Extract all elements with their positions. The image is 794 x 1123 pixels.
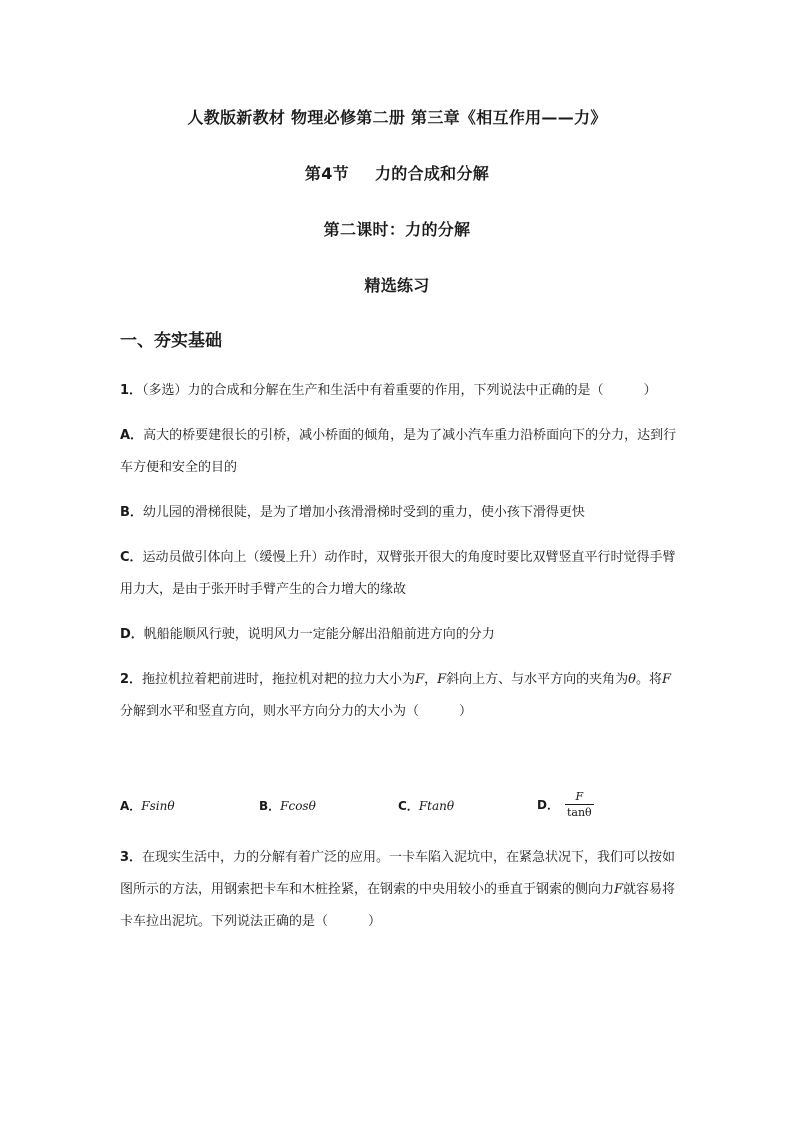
- question-number: 3．: [120, 850, 143, 865]
- question-number: 1．: [120, 383, 143, 398]
- section-title: [0, 164, 794, 184]
- question-1: [120, 375, 680, 407]
- lesson-title: 第二课时：力的分解: [323, 220, 471, 239]
- option-expression: Fcosθ: [280, 799, 316, 813]
- question-3: [120, 842, 680, 938]
- option-label: A．: [120, 428, 144, 443]
- comma: ，: [424, 672, 438, 687]
- option-text: 幼儿园的滑梯很陡，是为了增加小孩滑滑梯时受到的重力，使小孩下滑得更快: [142, 505, 585, 520]
- fraction-denominator: tanθ: [566, 806, 592, 819]
- question-stem-part: 分解到水平和竖直方向，则水平方向分力的大小为（: [120, 704, 420, 719]
- exercise-title: 精选练习: [364, 276, 430, 295]
- fraction: [565, 790, 594, 820]
- section-number: 第4节: [304, 164, 349, 183]
- option-text: 帆船能顺风行驶，说明风力一定能分解出沿船前进方向的分力: [143, 627, 495, 642]
- question-stem: （多选）力的合成和分解在生产和生活中有着重要的作用，下列说法中正确的是（: [142, 383, 604, 398]
- option-label: D．: [537, 798, 559, 812]
- fraction-numerator: F: [575, 790, 584, 803]
- section-name: 力的合成和分解: [374, 164, 490, 183]
- choice-b: [259, 796, 316, 816]
- option-label: A．: [120, 799, 142, 813]
- document-title: 人教版新教材 物理必修第二册 第三章《相互作用——力》: [187, 108, 607, 127]
- question-stem-part: 斜向上方、与水平方向的夹角为: [446, 672, 629, 687]
- option-text: 运动员做引体向上（缓慢上升）动作时，双臂张开很大的角度时要比双臂竖直平行时觉得手臂用力大，是由于张开时手臂产生的合力增大的缘故: [120, 550, 676, 597]
- q2-choices: [120, 790, 680, 830]
- variable-f: F: [662, 672, 672, 687]
- answer-paren-close: ）: [643, 383, 657, 398]
- option-label: C．: [398, 799, 419, 813]
- option-a: [120, 420, 680, 484]
- question-number: 2．: [120, 672, 143, 687]
- question-stem-part: 。将: [635, 672, 662, 687]
- option-text: 高大的桥要建很长的引桥，减小桥面的倾角，是为了减小汽车重力沿桥面向下的分力，达到行车方便和安全的目的: [120, 428, 677, 475]
- option-label: B．: [259, 799, 281, 813]
- variable-f: F: [437, 672, 447, 687]
- option-expression: Ftanθ: [418, 799, 455, 813]
- option-c: [120, 542, 680, 606]
- choice-c: [398, 796, 454, 816]
- option-d: [120, 619, 680, 651]
- question-2: [120, 664, 680, 728]
- option-expression: Fsinθ: [141, 799, 175, 813]
- option-b: [120, 497, 680, 529]
- variable-f: F: [415, 672, 425, 687]
- choice-a: [120, 796, 175, 816]
- answer-paren-close: ）: [368, 914, 382, 929]
- answer-paren-close: ）: [459, 704, 473, 719]
- question-stem-part: 就容易将卡车拉出泥坑。下列说法正确的是（: [120, 882, 676, 929]
- choice-d: [537, 790, 594, 820]
- option-label: C．: [120, 550, 143, 565]
- part-heading: 一、夯实基础: [120, 331, 222, 351]
- option-label: D．: [120, 627, 144, 642]
- option-label: B．: [120, 505, 143, 520]
- question-stem-part: 拖拉机拉着耙前进时，拖拉机对耙的拉力大小为: [142, 672, 416, 687]
- variable-f: F: [614, 882, 624, 897]
- variable-theta: θ: [628, 672, 636, 687]
- question-stem-part: 在现实生活中，力的分解有着广泛的应用。一卡车陷入泥坑中，在紧急状况下，我们可以按如图所示的方法，用钢索把卡车和木桩拴紧，在钢索的中央用较小的垂直于钢索的侧向力: [120, 850, 676, 897]
